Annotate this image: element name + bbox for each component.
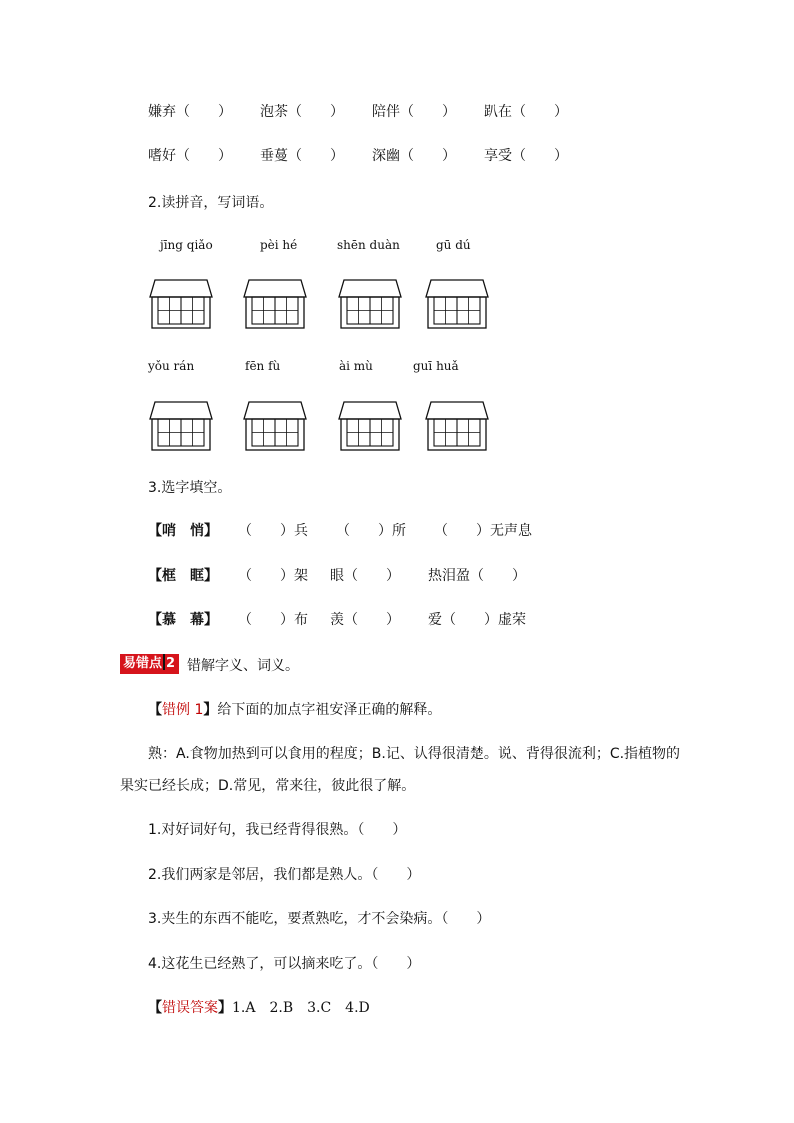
fill-item: （ ）布 <box>238 612 308 628</box>
fill-item: 热泪盈（ ） <box>428 568 526 584</box>
writing-grid-house[interactable] <box>338 401 402 451</box>
definition-line-2: 果实已经长成；D.常见，常来往，彼此很了解。 <box>120 778 416 794</box>
q1-item: 深幽（ ） <box>372 148 456 164</box>
q1-item: 泡茶（ ） <box>260 104 344 120</box>
example-item-3: 3.夹生的东西不能吃，要煮熟吃，才不会染病。（ ） <box>148 911 491 927</box>
writing-grid-house[interactable] <box>149 279 213 329</box>
pinyin-label: jīng qiǎo <box>160 238 213 252</box>
tag-separator <box>163 654 165 670</box>
example-item-2: 2.我们两家是邻居，我们都是熟人。（ ） <box>148 867 421 883</box>
q1-item: 嫌弃（ ） <box>148 104 232 120</box>
error-example-label: 错例 1 <box>162 702 204 718</box>
q3-title: 3.选字填空。 <box>148 480 232 496</box>
pinyin-label: fēn fù <box>245 359 281 373</box>
wrong-answer-text: 1.A 2.B 3.C 4.D <box>232 1000 370 1016</box>
pinyin-label: guī huǎ <box>413 359 459 373</box>
pinyin-label: yǒu rán <box>148 359 195 373</box>
fill-item: （ ）无声息 <box>434 523 532 539</box>
q1-item: 趴在（ ） <box>484 104 568 120</box>
error-point-tag-text: 易错点 <box>123 656 163 671</box>
error-example-heading <box>148 699 441 719</box>
q1-item: 陪伴（ ） <box>372 104 456 120</box>
char-pair-label: 【慕 幕】 <box>148 612 218 628</box>
char-pair-label: 【框 眶】 <box>148 568 218 584</box>
fill-item: （ ）兵 <box>238 523 308 539</box>
writing-grid-house[interactable] <box>425 401 489 451</box>
example-item-4: 4.这花生已经熟了，可以摘来吃了。（ ） <box>148 956 421 972</box>
fill-item: 眼（ ） <box>330 568 400 584</box>
wrong-answer-label: 错误答案 <box>162 1000 218 1016</box>
bracket-close: 】 <box>218 1000 232 1016</box>
pinyin-label: ài mù <box>339 359 373 373</box>
fill-item: （ ）架 <box>238 568 308 584</box>
pinyin-label: pèi hé <box>260 238 298 252</box>
writing-grid-house[interactable] <box>243 401 307 451</box>
definition-line-1: 熟：A.食物加热到可以食用的程度；B.记、认得很清楚。说、背得很流利；C.指植物的 <box>148 746 681 762</box>
bracket-open: 【 <box>148 1000 162 1016</box>
error-example-instruction: 给下面的加点字祖安泽正确的解释。 <box>217 702 442 718</box>
char-pair-label: 【哨 悄】 <box>148 523 218 539</box>
error-point-title: 错解字义、词义。 <box>187 658 299 674</box>
writing-grid-house[interactable] <box>425 279 489 329</box>
wrong-answer-line <box>148 997 370 1017</box>
writing-grid-house[interactable] <box>149 401 213 451</box>
bracket-close: 】 <box>203 702 218 718</box>
pinyin-label: shēn duàn <box>337 238 400 252</box>
fill-item: 爱（ ）虚荣 <box>428 612 526 628</box>
fill-item: （ ）所 <box>336 523 406 539</box>
error-point-number: 2 <box>166 656 176 671</box>
error-point-tag <box>120 654 179 674</box>
example-item-1: 1.对好词好句，我已经背得很熟。（ ） <box>148 822 407 838</box>
q1-item: 嗜好（ ） <box>148 148 232 164</box>
q1-item: 垂蔓（ ） <box>260 148 344 164</box>
pinyin-label: gū dú <box>436 238 471 252</box>
writing-grid-house[interactable] <box>243 279 307 329</box>
q1-item: 享受（ ） <box>484 148 568 164</box>
writing-grid-house[interactable] <box>338 279 402 329</box>
bracket-open: 【 <box>148 702 162 718</box>
fill-item: 羡（ ） <box>330 612 400 628</box>
q2-title: 2.读拼音，写词语。 <box>148 195 274 211</box>
